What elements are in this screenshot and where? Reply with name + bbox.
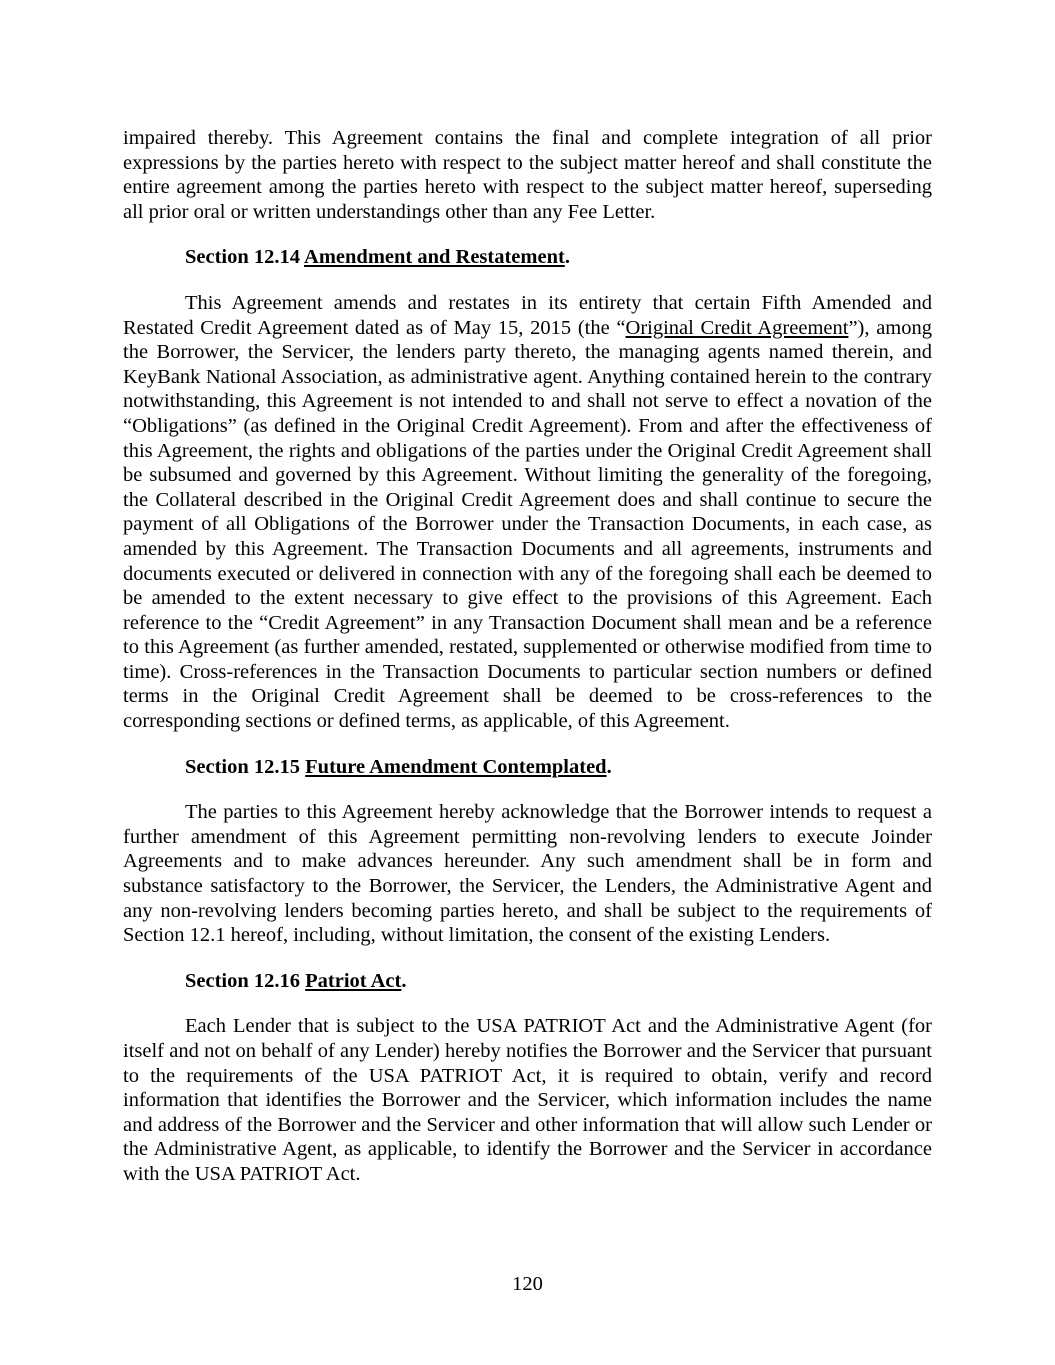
text-segment: Section 12.15 [185,755,306,778]
text-segment: Section 12.16 [185,969,306,992]
underlined-text-segment: Patriot Act [305,969,402,992]
continuation-paragraph [123,126,932,224]
text-segment: Section 12.14 [185,246,305,269]
section-12-15-paragraph [123,800,932,948]
document-page-body [123,126,932,1187]
underlined-text-segment: Future Amendment Contemplated [305,755,607,778]
text-segment: . [606,755,612,778]
section-heading-12-14 [123,245,932,270]
section-12-16-paragraph [123,1014,932,1186]
section-12-14-paragraph [123,291,932,734]
text-segment: Each Lender that is subject to the USA PATRIOT Act and the Administrative Agent (for itself and not on behalf of any Lender) hereby notifies the Borrower and the Servicer that pursuant to the requirements of the USA PATRIOT Act, it is required to obtain, verify and record information that identifies the Borrower and the Servicer, which information includes the name and address of the Borrower and the Servicer and other information that will allow such Lender or the Administrative Agent, as applicable, to identify the Borrower and the Servicer in accordance with the USA PATRIOT Act. [123,1015,932,1185]
text-segment: The parties to this Agreement hereby acknowledge that the Borrower intends to request a further amendment of this Agreement permitting non-revolving lenders to execute Joinder Agreements and to make advances hereunder. Any such amendment shall be in form and substance satisfactory to the Borrower, the Servicer, the Lenders, the Administrative Agent and any non-revolving lenders becoming parties hereto, and shall be subject to the requirements of Section 12.1 hereof, including, without limitation, the consent of the existing Lenders. [123,801,932,947]
underlined-text-segment: Original Credit Agreement [625,316,849,339]
page-number: 120 [512,1273,543,1295]
text-segment: ”), among the Borrower, the Servicer, the lenders party thereto, the managing agents named therein, and KeyBank National Association, as administrative agent. Anything contained herein to the contrary notwithstanding, this Agreement is not intended to and shall not serve to effect a novation of the “Obligations” (as defined in the Original Credit Agreement). From and after the effectiveness of this Agreement, the rights and obligations of the parties under the Original Credit Agreement shall be subsumed and governed by this Agreement. Without limiting the generality of the foregoing, the Collateral described in the Original Credit Agreement does and shall continue to secure the payment of all Obligations of the Borrower under the Transaction Documents, in each case, as amended by this Agreement. The Transaction Documents and all agreements, instruments and documents executed or delivered in connection with any of the foregoing shall each be deemed to be amended to the extent necessary to give effect to the provisions of this Agreement. Each reference to the “Credit Agreement” in any Transaction Document shall mean and be a reference to this Agreement (as further amended, restated, supplemented or otherwise modified from time to time). Cross-references in the Transaction Documents to particular section numbers or defined terms in the Original Credit Agreement shall be deemed to be cross-references to the corresponding sections or defined terms, as applicable, of this Agreement. [123,316,932,733]
underlined-text-segment: Amendment and Restatement [304,246,565,269]
text-segment: . [401,969,407,992]
section-heading-12-15 [123,755,932,780]
text-segment: This Agreement amends and restates in its entirety that certain Fifth Amended and Restated Credit Agreement dated as of May 15, 2015 (the “ [123,291,932,339]
text-segment: impaired thereby. This Agreement contains the final and complete integration of all prior expressions by the parties hereto with respect to the subject matter hereof and shall constitute the entire agreement among the parties hereto with respect to the subject matter hereof, superseding all prior oral or written understandings other than any Fee Letter. [123,127,932,223]
section-heading-12-16 [123,969,932,994]
text-segment: . [564,246,570,269]
